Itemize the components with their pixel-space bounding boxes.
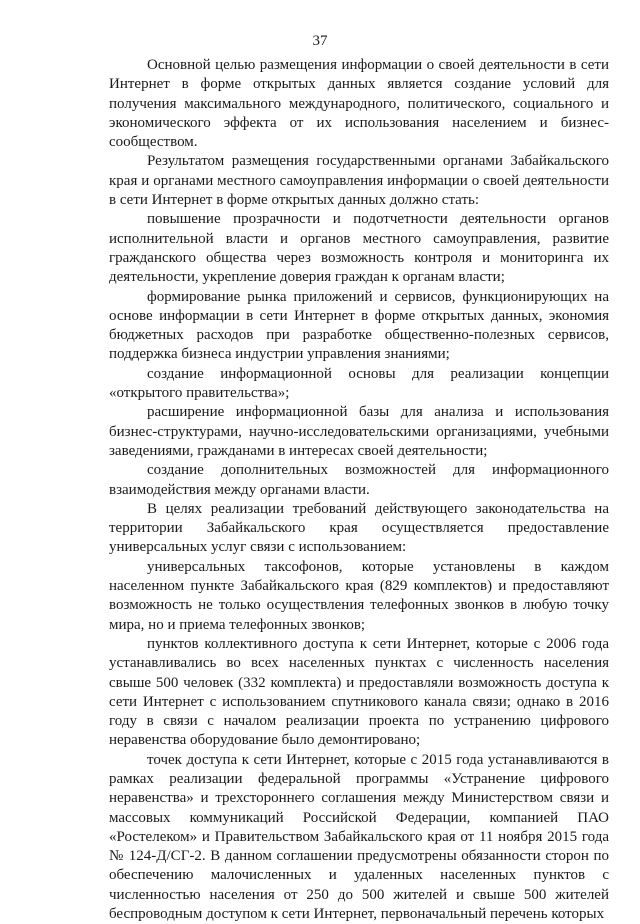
paragraph-goal: Основной целью размещения информации о своей деятельности в сети Интернет в форме открытых данных является создание условий для получения максимального международного, политического, социального и экономического эффекта от их использования населением и бизнес-сообществом. [109,57,609,151]
paragraph-open-government: создание информационной основы для реализации концепции «открытого правительства»; [109,365,609,402]
paragraph-info-base: расширение информационной базы для анализа и использования бизнес-структурами, научно-исследовательскими организациями, учебными заведениями, гражданами в интересах своей деятельности; [109,404,609,459]
paragraph-payphones: универсальных таксофонов, которые установлены в каждом населенном пункте Забайкальского края (829 комплектов) и предоставляют возможность не только осуществления телефонных звонков в любую точку мира, но и приема телефонных звонков; [109,558,609,633]
body-text [109,56,609,924]
paragraph-interaction: создание дополнительных возможностей для информационного взаимодействия между органами власти. [109,462,609,498]
paragraph-collective-access: пунктов коллективного доступа к сети Интернет, которые с 2006 года устанавливались во всех населенных пунктах с численность населения свыше 500 человек (332 комплекта) и предоставляли возможность доступа к сети Интернет с использованием спутникового канала связи; однако в 2016 году в связи с началом реализации проекта по устранению цифрового неравенства оборудование было демонтировано; [109,635,609,749]
paragraph-access-points: точек доступа к сети Интернет, которые с 2015 года устанавливаются в рамках реализации федеральной программы «Устранение цифрового неравенства» и трехстороннего соглашения между Министерством связи и массовых коммуникаций Российской Федерации, компанией ПАО «Ростелеком» и Правительством Забайкальского края от 11 ноября 2015 года № 124-Д/СГ-2. В данном соглашении предусмотрены обязанности сторон по обеспечению малочисленных и удаленных населенных пунктов с численностью населения от 250 до 500 жителей и свыше 500 жителей беспроводным доступом к сети Интернет, первоначальный перечень которых [109,751,609,923]
paragraph-market: формирование рынка приложений и сервисов, функционирующих на основе информации в сети Интернет в форме открытых данных, экономия бюджетных расходов при разработке общественно-полезных сервисов, поддержка бизнеса индустрии управления знаниями; [109,288,609,363]
paragraph-transparency: повышение прозрачности и подотчетности деятельности органов исполнительной власти и органов местного самоуправления, развитие гражданского общества через возможность контроля и мониторинга их деятельности, укрепление доверия граждан к органам власти; [109,211,609,286]
paragraph-universal-services: В целях реализации требований действующего законодательства на территории Забайкальского края осуществляется предоставление универсальных услуг связи с использованием: [109,500,609,556]
page-number: 37 [312,33,328,49]
paragraph-result-intro: Результатом размещения государственными органами Забайкальского края и органами местного самоуправления информации о своей деятельности в сети Интернет в форме открытых данных должно стать: [109,153,609,209]
